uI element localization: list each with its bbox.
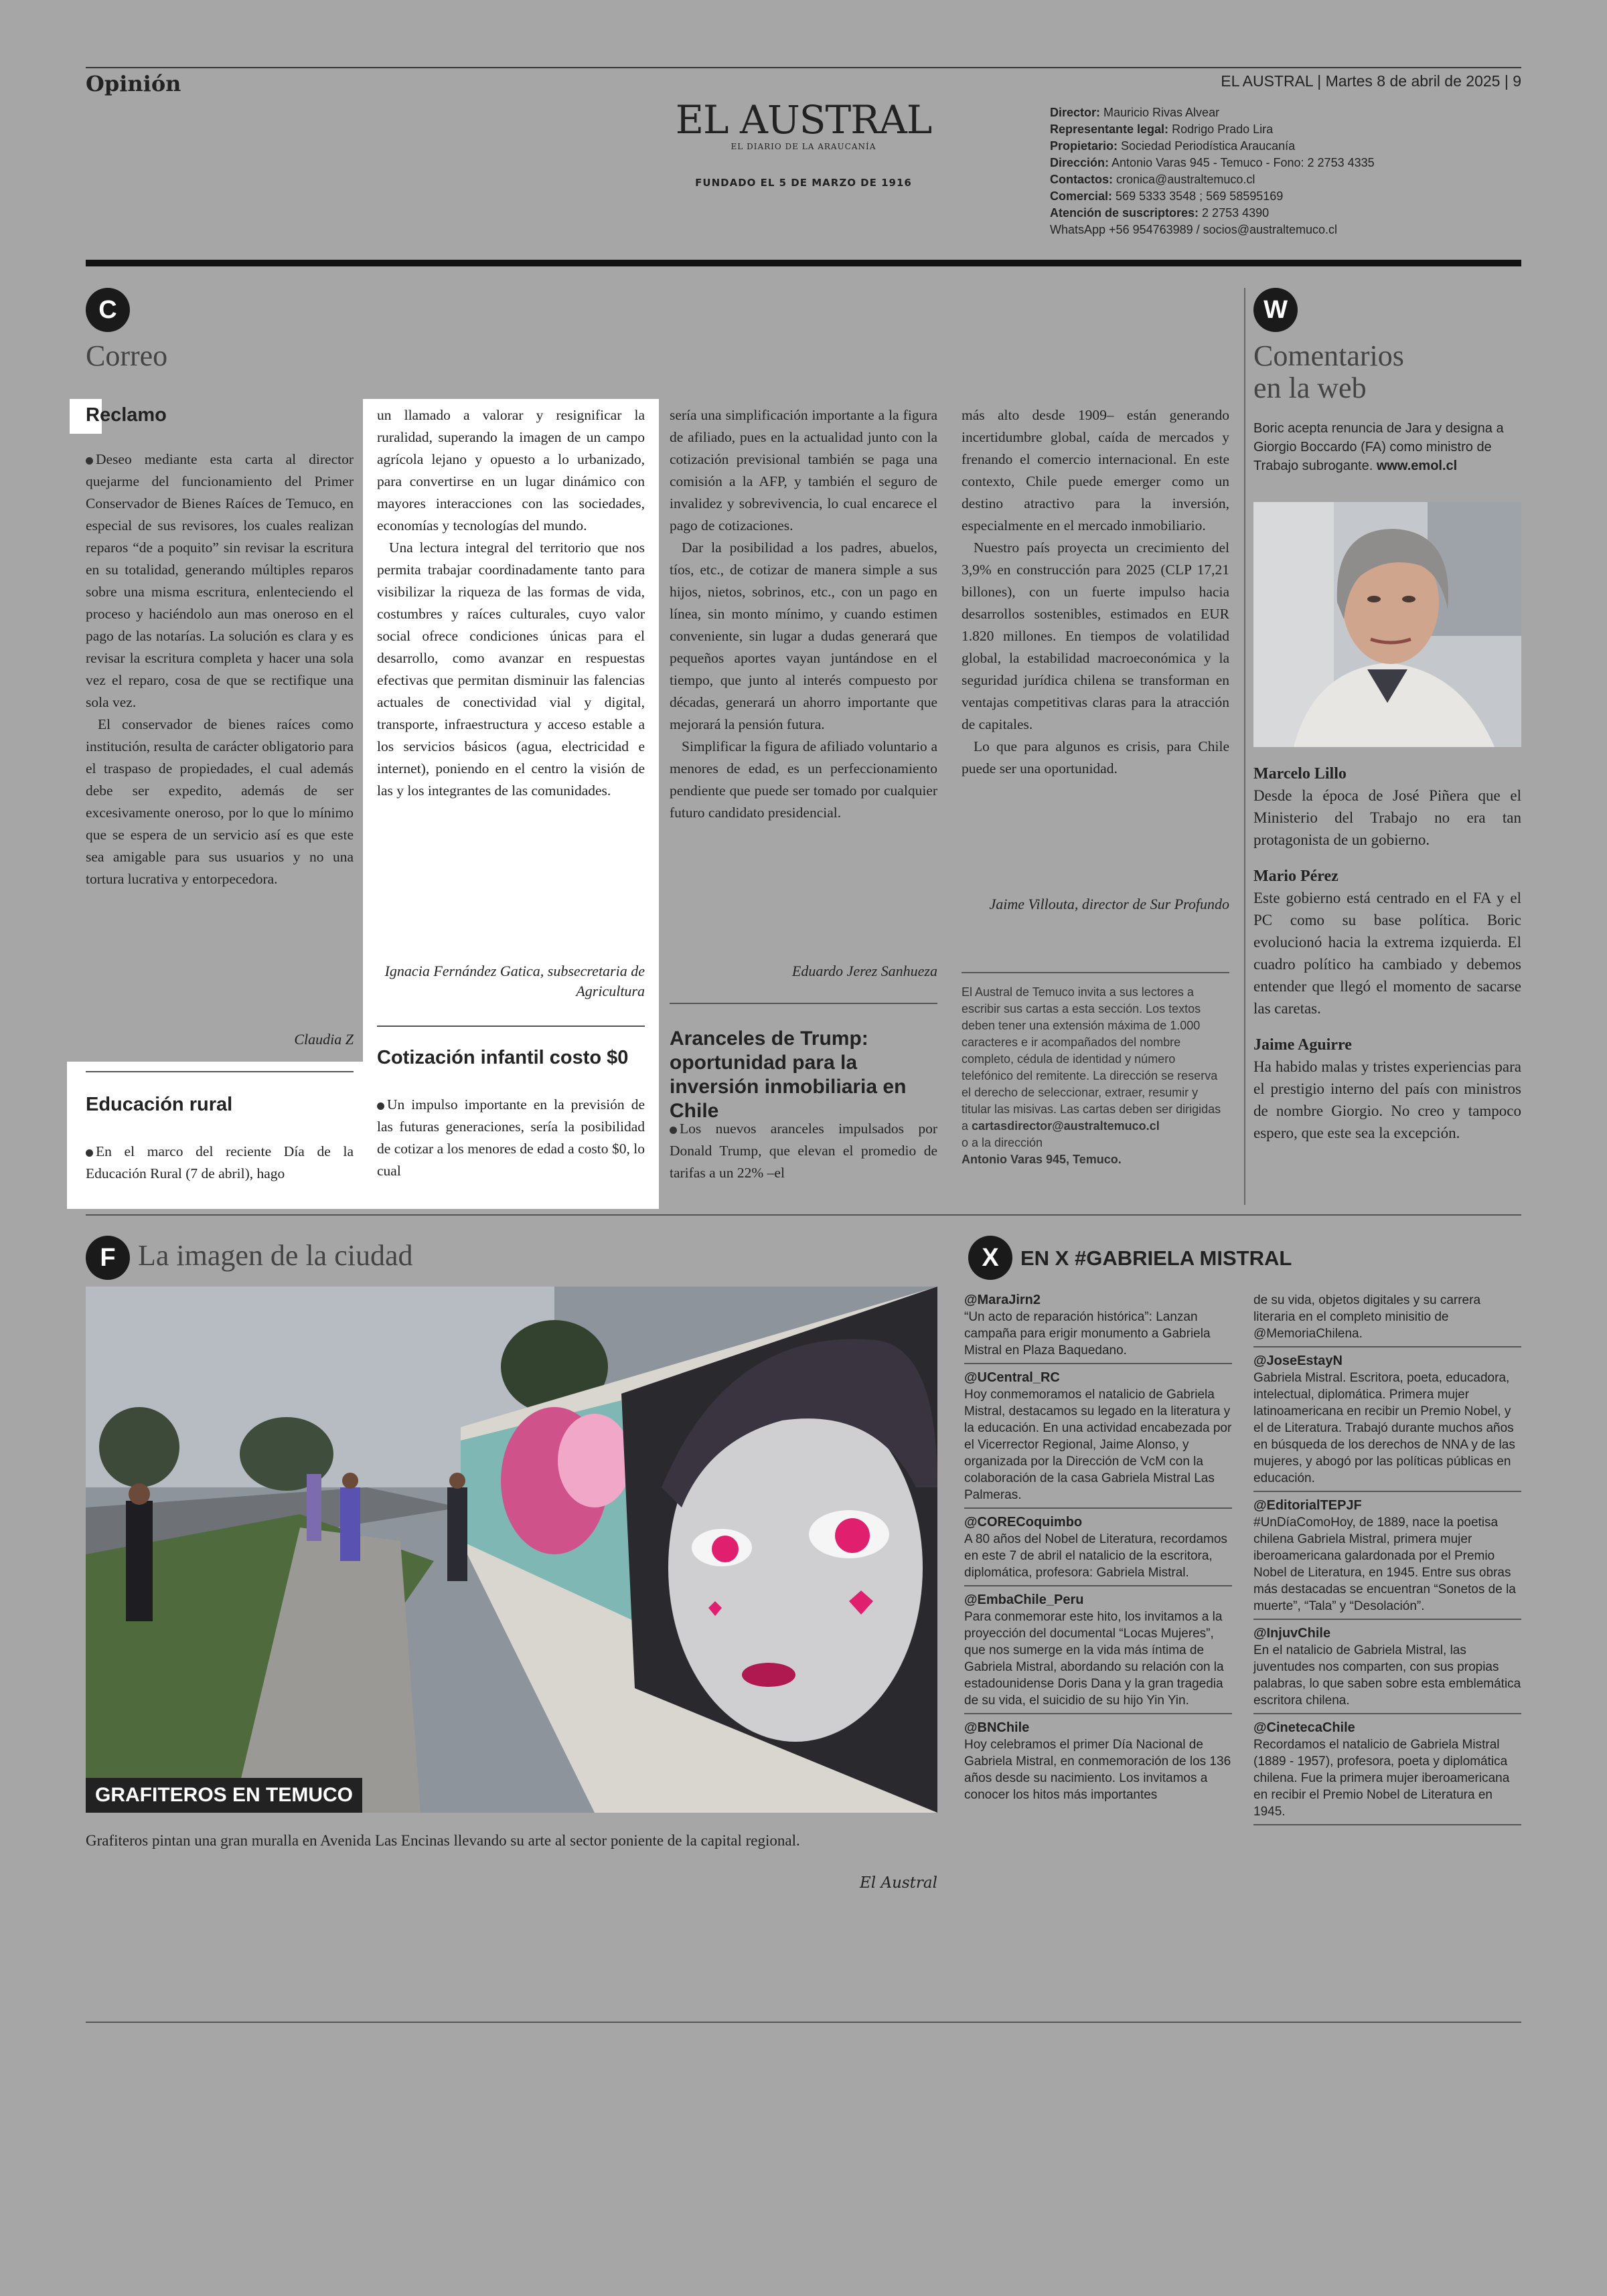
letter-body: un llamado a valorar y resignificar la ruralidad, superando la imagen de un campo agrícola lejano y opuesto a lo urbanizado, para convertirse en un lugar dinámico con mayores interacciones con las sociedades, economías y tecnologías del mundo. Una lectura integral del territorio que nos permita trabajar coordinadamente tanto para visibilizar la riqueza de las formas de vida, costumbres y raíces culturales, cuyo valor social ofrece condiciones únicas para el desarrollo, como avanzar en respuestas efectivas que permitan disminuir las falencias actuales de conectividad vial y digital, transporte, infraestructura y acceso estable a los servicios básicos (agua, electricidad e internet), poniendo en el centro la visión de las y los integrantes de las comunidades. [377, 407, 645, 799]
staff-box [1050, 104, 1505, 238]
letter-headline: Educación rural [86, 1094, 233, 1115]
x-title: EN X #GABRIELA MISTRAL [1020, 1246, 1292, 1270]
tweet: @JoseEstayN Gabriela Mistral. Escritora, poeta, educadora, intelectual, diplomática. Primera mujer latinoamericana en recibir un Premio Nobel, y el de Literatura. Trabajó durante muchos años en búsqueda de los derechos de NNA y de las mujeres, y abogó por las políticas públicas en educación. [1253, 1353, 1521, 1492]
tweet-handle[interactable]: @MaraJirn2 [964, 1293, 1041, 1307]
section-badge-w: W [1253, 288, 1298, 332]
letter-signature: Claudia Z [294, 1031, 354, 1048]
bullet-icon [86, 457, 93, 465]
comment: Mario Pérez Este gobierno está centrado en el FA y el PC como su base política. Boric evolucionó hacia la extrema izquierda. El cuadro político ha cambiado y debemos entender que llegó el momento de sacarse las caretas. [1253, 868, 1521, 1017]
masthead [643, 97, 964, 189]
section-label: Opinión [86, 71, 181, 96]
staff-row: Contactos: cronica@australtemuco.cl [1050, 173, 1255, 186]
staff-row: Comercial: 569 5333 3548 ; 569 58595169 [1050, 189, 1284, 203]
web-title: Comentarios en la web [1253, 339, 1404, 405]
letter-body: En el marco del reciente Día de la Educación Rural (7 de abril), hago [86, 1143, 354, 1181]
tweet: @UCentral_RC Hoy conmemoramos el natalicio de Gabriela Mistral, destacamos su legado en la literatura y la educación. En una actividad encabezada por el Vicerrector Regional, Jaime Alonso, y organizada por la Dirección de VcM con la colaboración de la casa Gabriela Mistral Las Palmeras. [964, 1370, 1232, 1509]
column-rule [1244, 288, 1245, 1205]
divider [86, 1071, 354, 1072]
tweet-handle[interactable]: @BNChile [964, 1720, 1030, 1735]
correo-title: Correo [86, 339, 168, 372]
letter-body: Los nuevos aranceles impulsados por Donald Trump, que elevan el promedio de tarifas a un 22% –el [670, 1121, 937, 1181]
portrait-photo [1253, 502, 1521, 747]
divider [377, 1026, 645, 1027]
tweet: @EmbaChile_Peru Para conmemorar este hito, los invitamos a la proyección del documental “Locas Mujeres”, que nos sumerge en la vida más íntima de Gabriela Mistral, abordando su relación con la estadounidense Doris Dana y la gran tragedia de su vida, el suicidio de su hijo Yin Yin. [964, 1592, 1232, 1714]
letter-headline: Reclamo [86, 404, 167, 426]
source-link[interactable]: www.emol.cl [1373, 459, 1458, 473]
section-badge-x: X [968, 1236, 1012, 1280]
tweet: @CORECoquimbo A 80 años del Nobel de Literatura, recordamos en este 7 de abril el natalicio de la escritora, diplomática, profesora: Gabriela Mistral. [964, 1514, 1232, 1586]
header-rule [86, 67, 1521, 68]
tweet-handle[interactable]: @EditorialTEPJF [1253, 1498, 1362, 1513]
letter-body: Deseo mediante esta carta al director quejarme del funcionamiento del Primer Conservador de Bienes Raíces de Temuco, en especial de sus revisores, los cuales realizan reparos “de a poquito” sin revisar la escritura en su totalidad, generando múltiples reparos sobre una misma escritura, enlenteciendo el proceso y haciéndolo aun mas oneroso en el pago de las notarías. La solución es clara y es revisar la escritura completa y hacer una sola vez el reparo, cosa de que se rectifique una sola vez. El conservador de bienes raíces como institución, resulta de carácter obligatorio para el traspaso de propiedades, el cual además debe ser expedito, además de ser excesivamente oneroso, por lo que lo mínimo que se espera de un servicio así es que este sea amigable para sus usuarios y no una tortura lucrativa y entorpecedora. [86, 451, 354, 887]
tweet-handle[interactable]: @EmbaChile_Peru [964, 1592, 1084, 1607]
letter-headline: Cotización infantil costo $0 [377, 1047, 629, 1068]
staff-row: Atención de suscriptores: 2 2753 4390 [1050, 206, 1270, 220]
bottom-rule [86, 2022, 1521, 2023]
tweet-handle[interactable]: @JoseEstayN [1253, 1354, 1343, 1368]
staff-row: Dirección: Antonio Varas 945 - Temuco - Fono: 2 2753 4335 [1050, 156, 1375, 169]
photo-credit: El Austral [860, 1874, 937, 1892]
staff-row: Representante legal: Rodrigo Prado Lira [1050, 122, 1274, 136]
section-divider [86, 1214, 1521, 1216]
photo-caption: Grafiteros pintan una gran muralla en Avenida Las Encinas llevando su arte al sector poniente de la capital regional. [86, 1832, 800, 1849]
bullet-icon [670, 1127, 677, 1134]
tweet-continuation: de su vida, objetos digitales y su carrera literaria en el completo minisitio de @MemoriaChilena. [1253, 1292, 1521, 1347]
letter-signature: Jaime Villouta, director de Sur Profundo [989, 896, 1229, 912]
divider [962, 972, 1229, 973]
comment: Jaime Aguirre Ha habido malas y tristes experiencias para el prestigio interno del país con ministros de nombre Giorgio. No creo y tampoco espero, que este sea la excepción. [1253, 1036, 1521, 1141]
tweet: @BNChile Hoy celebramos el primer Día Nacional de Gabriela Mistral, en conmemoración de los 136 años desde su nacimiento. Los invitamos a conocer los hitos más importantes [964, 1720, 1231, 1802]
letter-body: sería una simplificación importante a la figura de afiliado, pues en la actualidad junto con la cotización previsional también se paga una comisión a la AFP, y también el seguro de invalidez y sobrevivencia, lo cual encarece el pago de cotizaciones. Dar la posibilidad a los padres, abuelos, tíos, etc., de cotizar de manera simple a sus hijos, nietos, sobrinos, etc., con un pago en línea, sin monto mínimo, y cuando estimen conveniente, sin lugar a dudas generará que pequeños aportes vayan juntándose en el tiempo, que junto al interés compuesto por décadas, generará un ahorro importante que mejorará la pensión futura. Simplificar la figura de afiliado voluntario a menores de edad, es un perfeccionamiento pendiente que puede ser tomado por cualquier futuro candidato presidencial. [670, 407, 937, 821]
letter-body: más alto desde 1909– están generando incertidumbre global, caída de mercados y frenando el comercio internacional. En este contexto, Chile puede emerger como un destino atractivo para la inversión, especialmente en el mercado inmobiliario. Nuestro país proyecta un crecimiento del 3,9% en construcción para 2025 (CLP 17,21 billones), con un fuerte impulso hacia desarrollos sostenibles, estimados en EUR 1.820 millones. En tiempos de volatilidad global, la estabilidad macroeconómica y la seguridad jurídica chilena se transforman en ventajas competitivas claras para la atracción de capitales. Lo que para algunos es crisis, para Chile puede ser una oportunidad. [962, 407, 1229, 776]
x-column-1 [964, 1292, 1232, 1803]
comment: Marcelo Lillo Desde la época de José Piñera que el Ministerio del Trabajo no era tan protagonista de un gobierno. [1253, 765, 1521, 848]
tweet: @MaraJirn2 “Un acto de reparación histórica”: Lanzan campaña para erigir monumento a Gabriela Mistral en Plaza Baquedano. [964, 1292, 1232, 1364]
letter-headline: Aranceles de Trump: oportunidad para la inversión inmobiliaria en Chile [670, 1028, 907, 1122]
city-photo [86, 1287, 937, 1813]
staff-row: Director: Mauricio Rivas Alvear [1050, 106, 1220, 119]
highlight-box [67, 1062, 366, 1209]
masthead-tagline: EL DIARIO DE LA ARAUCANÍA [731, 142, 876, 151]
masthead-logo: EL AUSTRAL [675, 97, 932, 143]
letter-body: Un impulso importante en la previsión de las futuras generaciones, sería la posibilidad de cotizar a los menores de edad a costo $0, lo cual [377, 1096, 645, 1179]
x-column-2 [1253, 1292, 1521, 1831]
bullet-icon [86, 1149, 93, 1157]
section-badge-c: C [86, 288, 130, 332]
tweet-handle[interactable]: @CORECoquimbo [964, 1515, 1083, 1530]
tweet: @InjuvChile En el natalicio de Gabriela Mistral, las juventudes nos comparten, con sus propias palabras, lo que saben sobre esta emblemática escritora chilena. [1253, 1625, 1521, 1714]
letters-email[interactable]: cartasdirector@australtemuco.cl [972, 1119, 1160, 1133]
letter-signature: Ignacia Fernández Gatica, subsecretaria de Agricultura [384, 963, 645, 999]
tweet-handle[interactable]: @CinetecaChile [1253, 1720, 1355, 1735]
tweet-handle[interactable]: @InjuvChile [1253, 1626, 1331, 1641]
section-badge-f: F [86, 1236, 130, 1280]
divider [670, 1003, 937, 1004]
web-intro: Boric acepta renuncia de Jara y designa a Giorgio Boccardo (FA) como ministro de Trabajo subrogante. www.emol.cl [1253, 421, 1504, 473]
web-comments [1253, 763, 1521, 1144]
staff-row: Propietario: Sociedad Periodística Araucanía [1050, 139, 1296, 153]
bullet-icon [377, 1102, 384, 1110]
tweet-handle[interactable]: @UCentral_RC [964, 1370, 1060, 1385]
header-thick-rule [86, 260, 1521, 266]
letter-signature: Eduardo Jerez Sanhueza [791, 963, 937, 979]
letters-note: El Austral de Temuco invita a sus lectores a escribir sus cartas a esta sección. Los textos deben tener una extensión máxima de 1.000 caracteres e ir acompañados del nombre completo, cédula de identidad y número telefónico del remitente. La dirección se reserva el derecho de seleccionar, extraer, resumir y titular las misivas. Las cartas deben ser dirigidas a cartasdirector@australtemuco.cl o a la dirección Antonio Varas 945, Temuco. [962, 985, 1221, 1166]
tweet: @CinetecaChile Recordamos el natalicio de Gabriela Mistral (1889 - 1957), profesora, poeta y diplomática chilena. Fue la primera mujer iberoamericana en recibir el Premio Nobel de Literatura en 1945. [1253, 1720, 1521, 1825]
founded-line: FUNDADO EL 5 DE MARZO DE 1916 [695, 177, 912, 189]
dateline: EL AUSTRAL | Martes 8 de abril de 2025 | 9 [1221, 72, 1521, 90]
photo-label: GRAFITEROS EN TEMUCO [86, 1778, 362, 1813]
tweet: @EditorialTEPJF #UnDíaComoHoy, de 1889, nace la poetisa chilena Gabriela Mistral, primera mujer iberoamericana galardonada por el Premio Nobel de Literatura, en 1945. Entre sus obras más destacadas se encuentran “Sonetos de la muerte”, “Tala” y “Desolación”. [1253, 1497, 1521, 1620]
ciudad-title: La imagen de la ciudad [138, 1239, 413, 1272]
staff-row: WhatsApp +56 954763989 / socios@australtemuco.cl [1050, 223, 1338, 236]
